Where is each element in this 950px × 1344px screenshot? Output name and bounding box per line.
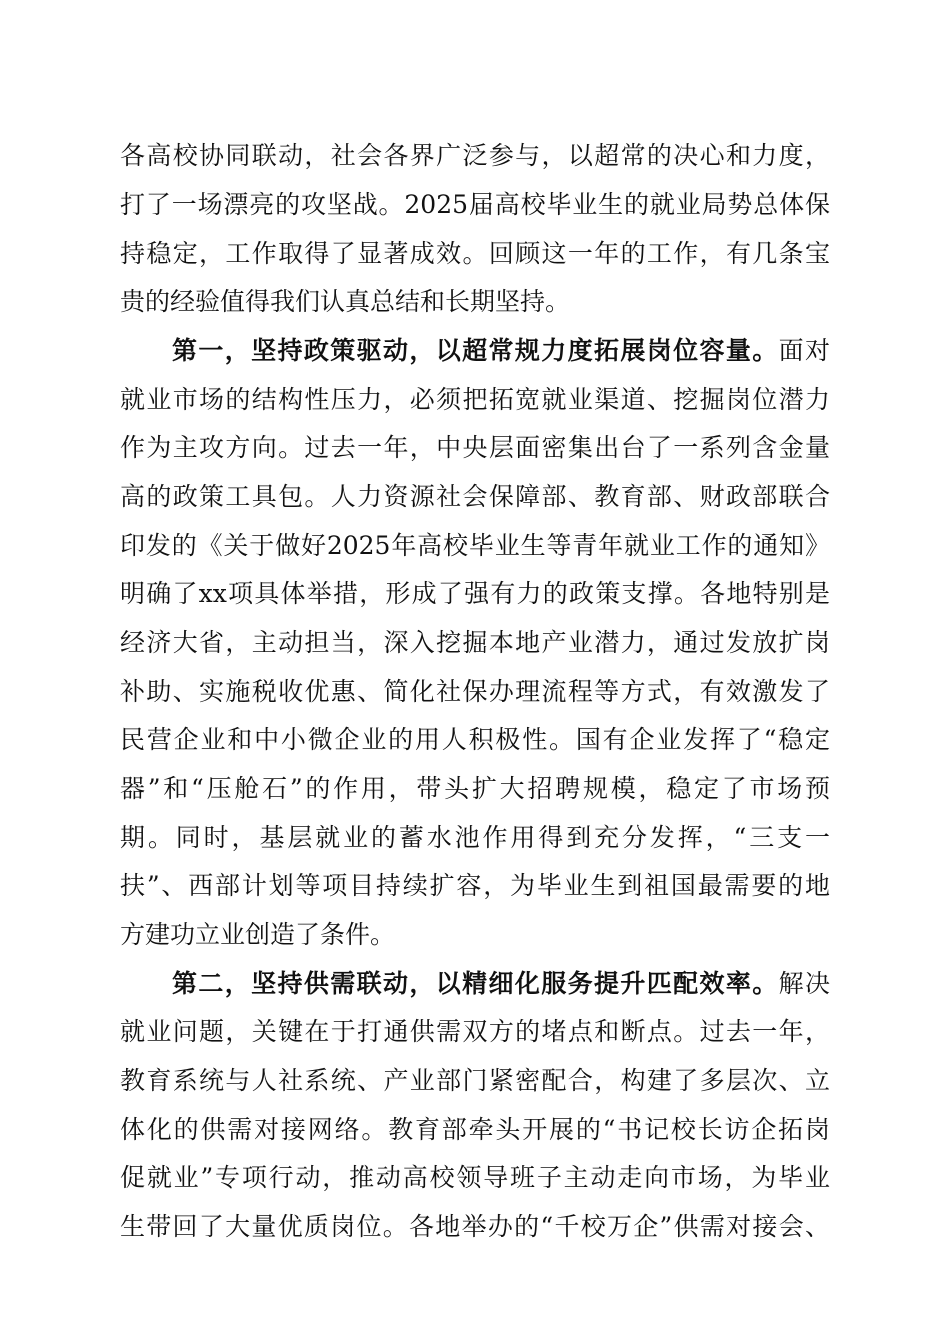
text-line: 各高校协同联动，社会各界广泛参与，以超常的决心和力度， — [120, 141, 830, 170]
text-line: 民营企业和中小微企业的用人积极性。国有企业发挥了“稳定 — [120, 725, 830, 754]
paragraph-heading: 第一，坚持政策驱动，以超常规力度拓展岗位容量。 — [172, 336, 779, 365]
heading-continuation: 解决 — [778, 969, 830, 998]
paragraph-first-line — [172, 331, 830, 371]
text-line: 高的政策工具包。人力资源社会保障部、教育部、财政部联合 — [120, 482, 830, 511]
text-line: 促就业”专项行动，推动高校领导班子主动走向市场，为毕业 — [120, 1163, 830, 1192]
text-line: 生带回了大量优质岗位。各地举办的“千校万企”供需对接会、 — [120, 1212, 830, 1241]
text-line: 打了一场漂亮的攻坚战。2025届高校毕业生的就业局势总体保 — [120, 190, 830, 219]
text-line: 扶”、西部计划等项目持续扩容，为毕业生到祖国最需要的地 — [120, 871, 830, 900]
text-line: 就业市场的结构性压力，必须把拓宽就业渠道、挖掘岗位潜力 — [120, 385, 830, 414]
text-line: 经济大省，主动担当，深入挖掘本地产业潜力，通过发放扩岗 — [120, 628, 830, 657]
text-line: 持稳定，工作取得了显著成效。回顾这一年的工作，有几条宝 — [120, 239, 830, 268]
text-line: 体化的供需对接网络。教育部牵头开展的“书记校长访企拓岗 — [120, 1115, 830, 1144]
text-line: 印发的《关于做好2025年高校毕业生等青年就业工作的通知》 — [120, 531, 830, 560]
text-line: 期。同时，基层就业的蓄水池作用得到充分发挥，“三支一 — [120, 823, 830, 852]
paragraph-first-line — [172, 964, 830, 1004]
text-line: 补助、实施税收优惠、简化社保办理流程等方式，有效激发了 — [120, 677, 830, 706]
text-line: 方建功立业创造了条件。 — [120, 920, 396, 949]
text-line: 器”和“压舱石”的作用，带头扩大招聘规模，稳定了市场预 — [120, 774, 830, 803]
text-line: 贵的经验值得我们认真总结和长期坚持。 — [120, 287, 571, 316]
paragraph-heading: 第二，坚持供需联动，以精细化服务提升匹配效率。 — [172, 969, 779, 998]
heading-continuation: 面对 — [778, 336, 830, 365]
text-line: 教育系统与人社系统、产业部门紧密配合，构建了多层次、立 — [120, 1066, 830, 1095]
text-line: 就业问题，关键在于打通供需双方的堵点和断点。过去一年， — [120, 1017, 830, 1046]
text-line: 作为主攻方向。过去一年，中央层面密集出台了一系列含金量 — [120, 433, 830, 462]
text-line: 明确了xx项具体举措，形成了强有力的政策支撑。各地特别是 — [120, 579, 830, 608]
